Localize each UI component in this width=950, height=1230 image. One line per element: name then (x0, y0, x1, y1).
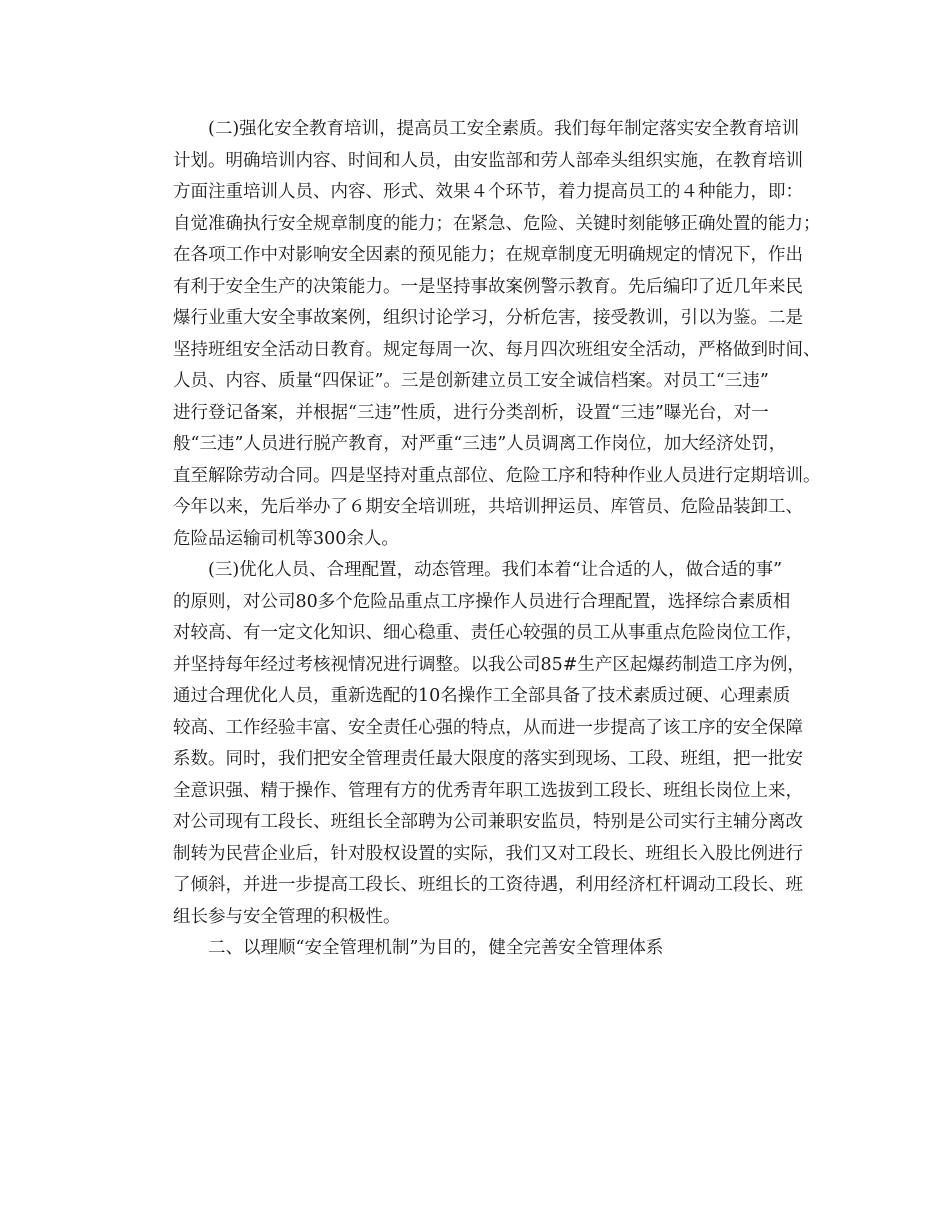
text-line: 通过合理优化人员，重新选配的10名操作工全部具备了技术素质过硬、心理素质 (173, 686, 791, 706)
text-line: 较高、工作经验丰富、安全责任心强的特点，从而进一步提高了该工序的安全保障 (173, 717, 803, 738)
text-line: 进行登记备案，并根据“三违”性质，进行分类剖析，设置“三违”曝光台，对一 (173, 402, 769, 423)
text-line: 自觉准确执行安全规章制度的能力；在紧急、危险、关键时刻能够正确处置的能力； (173, 213, 821, 234)
section-heading (173, 933, 833, 965)
text-line: (三)优化人员、合理配置，动态管理。我们本着“让合适的人，做合适的事” (208, 560, 783, 580)
text-line: 人员、内容、质量“四保证”。三是创新建立员工安全诚信档案。对员工“三违” (173, 371, 769, 391)
text-line: 制转为民营企业后，针对股权设置的实际，我们又对工段长、班组长入股比例进行 (173, 843, 803, 864)
text-line: 全意识强、精于操作、管理有方的优秀青年职工选拔到工段长、班组长岗位上来， (173, 780, 803, 801)
text-line: 的原则，对公司80多个危险品重点工序操作人员进行合理配置，选择综合素质相 (173, 591, 791, 612)
document-body (173, 114, 833, 965)
text-line: 坚持班组安全活动日教育。规定每周一次、每月四次班组安全活动，严格做到时间、 (173, 339, 821, 360)
text-line: 今年以来，先后举办了６期安全培训班，共培训押运员、库管员、危险品装卸工、 (173, 497, 803, 517)
text-line: 爆行业重大安全事故案例，组织讨论学习，分析危害，接受教训，引以为鉴。二是 (173, 308, 803, 328)
text-line: 计划。明确培训内容、时间和人员，由安监部和劳人部牵头组织实施，在教育培训 (173, 150, 803, 171)
text-line: 般“三违”人员进行脱产教育，对严重“三违”人员调离工作岗位，加大经济处罚， (173, 434, 787, 454)
paragraph-staffing-optimization (173, 555, 833, 933)
text-line: 在各项工作中对影响安全因素的预见能力；在规章制度无明确规定的情况下，作出 (173, 245, 803, 265)
text-line: 并坚持每年经过考核视情况进行调整。以我公司85#生产区起爆药制造工序为例， (173, 654, 805, 675)
text-line: 危险品运输司机等300余人。 (173, 528, 399, 549)
text-line: 方面注重培训人员、内容、形式、效果４个环节，着力提高员工的４种能力，即： (173, 182, 803, 202)
text-line: (二)强化安全教育培训，提高员工安全素质。我们每年制定落实安全教育培训 (208, 119, 800, 139)
text-line: 系数。同时，我们把安全管理责任最大限度的落实到现场、工段、班组，把一批安 (173, 749, 803, 769)
text-line: 了倾斜，并进一步提高工段长、班组长的工资待遇，利用经济杠杆调动工段长、班 (173, 875, 803, 895)
text-line: 对较高、有一定文化知识、细心稳重、责任心较强的员工从事重点危险岗位工作， (173, 623, 803, 643)
text-line: 组长参与安全管理的积极性。 (173, 906, 401, 927)
text-line: 对公司现有工段长、班组长全部聘为公司兼职安监员，特别是公司实行主辅分离改 (173, 812, 803, 832)
text-line: 有利于安全生产的决策能力。一是坚持事故案例警示教育。先后编印了近几年来民 (173, 276, 803, 297)
text-line: 直至解除劳动合同。四是坚持对重点部位、危险工序和特种作业人员进行定期培训。 (173, 465, 821, 486)
section-heading-text: 二、以理顺“安全管理机制”为目的，健全完善安全管理体系 (208, 938, 664, 958)
paragraph-education-training (173, 114, 833, 555)
